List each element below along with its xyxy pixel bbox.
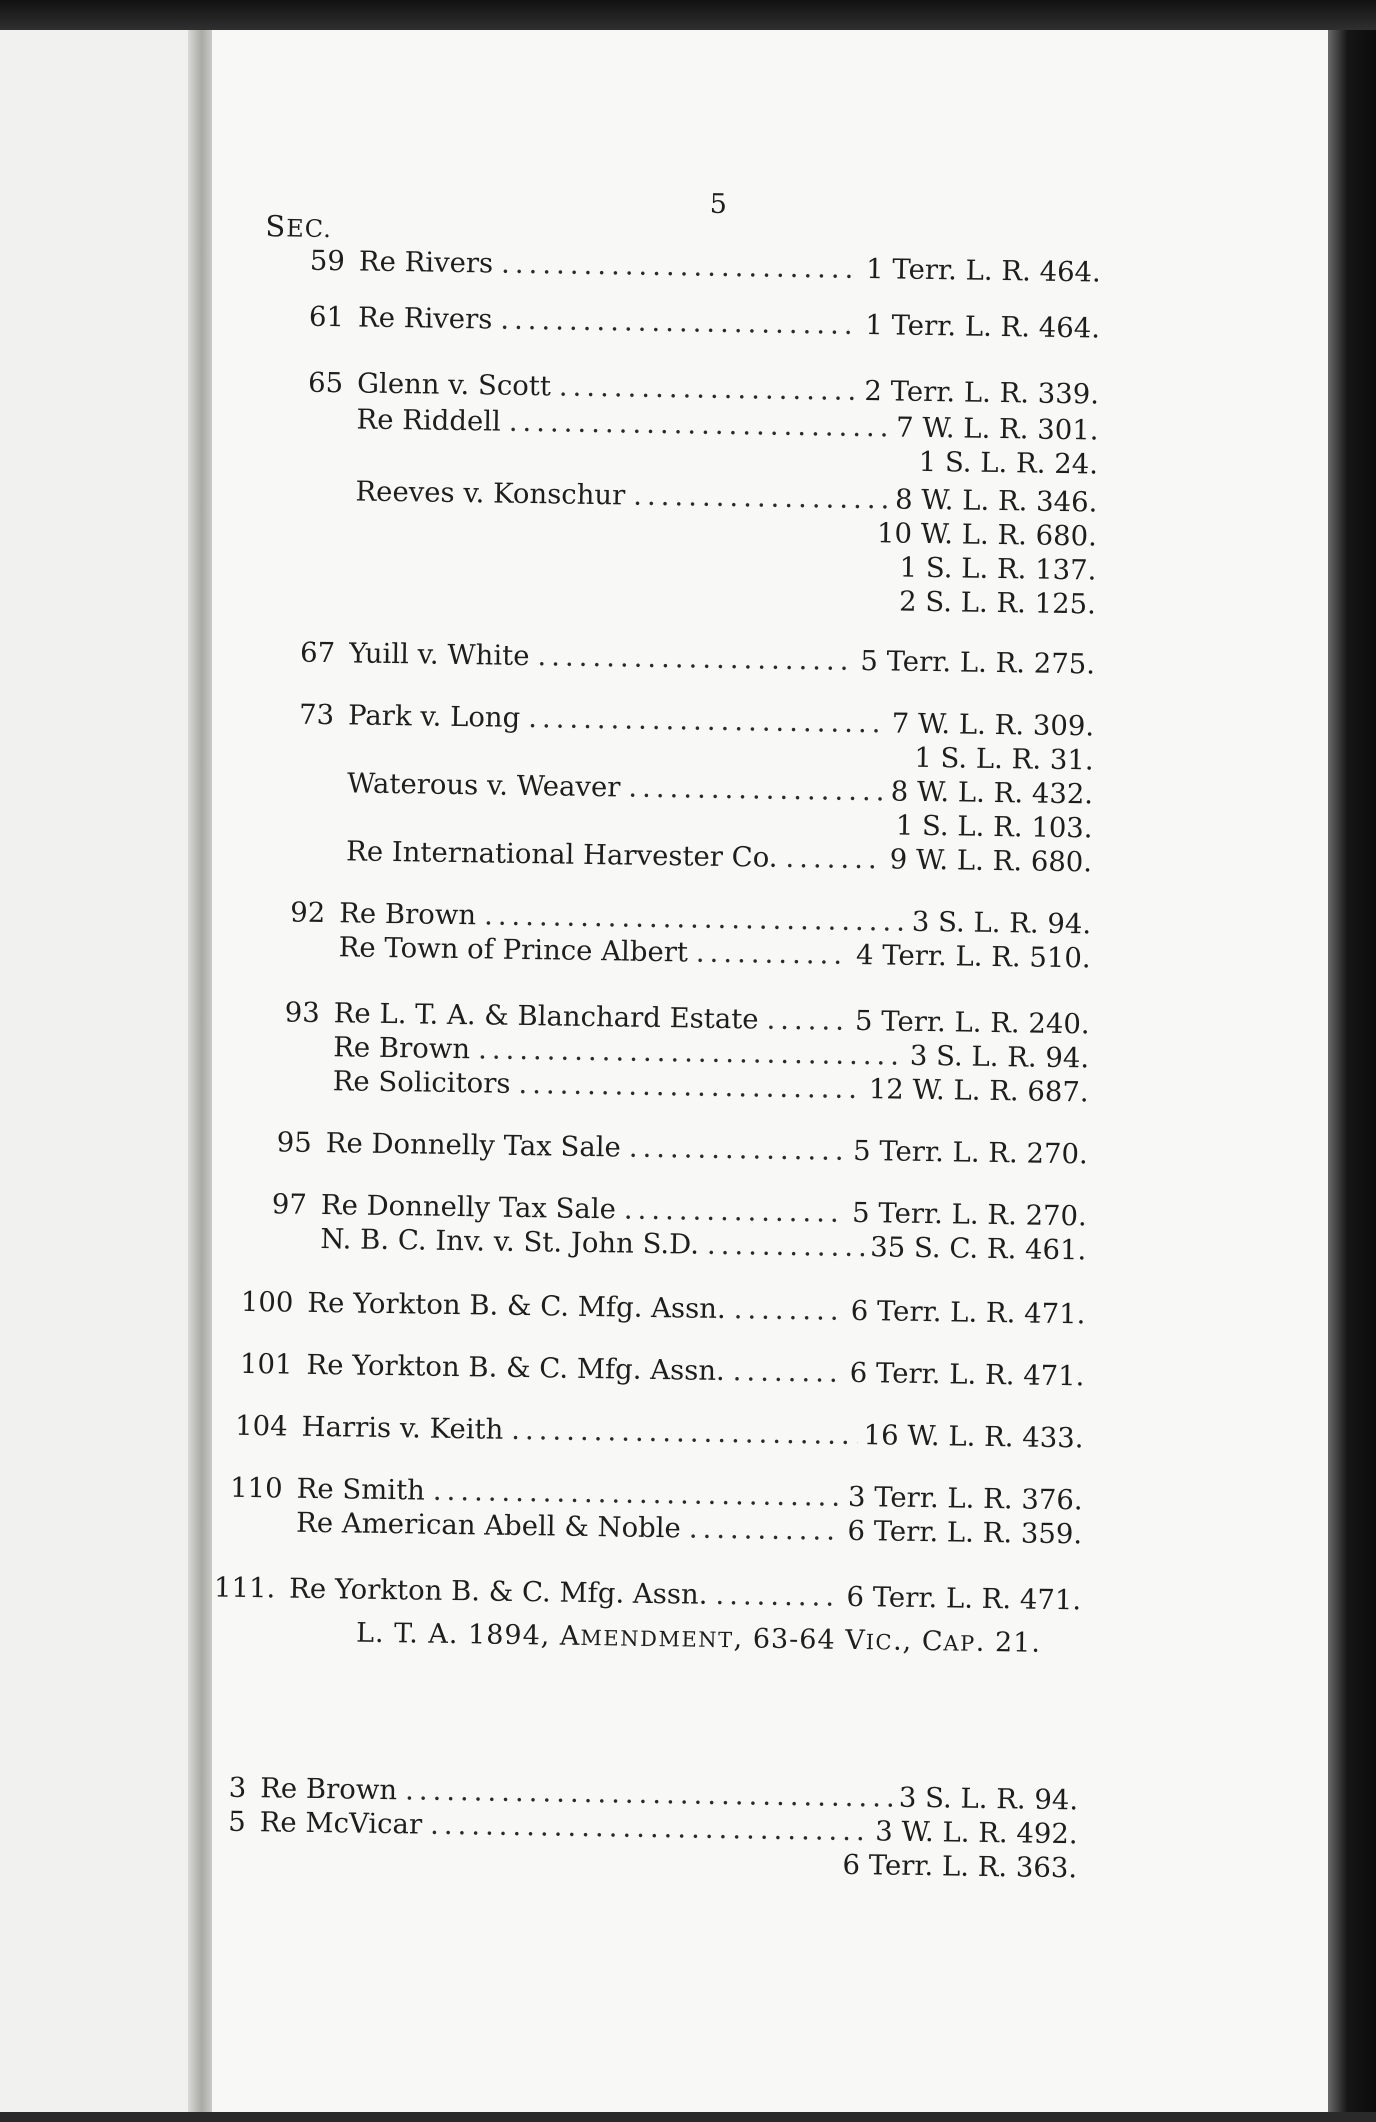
law-report-citation: 6 Terr. L. R. 471. <box>846 1579 1081 1618</box>
case-name: Re Yorkton B. & C. Mfg. Assn. <box>293 1285 726 1327</box>
law-report-citation: 3 S. L. R. 94. <box>910 1038 1090 1077</box>
dot-leader <box>537 638 854 679</box>
citation-row <box>281 242 1101 290</box>
section-number <box>270 757 334 758</box>
heading-part-1: L. T. A. 1894, A <box>356 1618 581 1652</box>
section-number: 110 <box>218 1470 283 1507</box>
dot-leader <box>511 1412 858 1453</box>
scan-top-edge <box>0 0 1376 30</box>
law-report-citation: 5 Terr. L. R. 240. <box>855 1003 1090 1042</box>
section-number <box>255 1055 319 1056</box>
case-name: Re Yorkton B. & C. Mfg. Assn. <box>292 1347 725 1389</box>
section-number <box>278 461 342 462</box>
law-report-citation: 1 Terr. L. R. 464. <box>866 251 1101 290</box>
case-name: Reeves v. Konschur <box>341 473 625 513</box>
case-name: Harris v. Keith <box>287 1409 503 1448</box>
section-column-header <box>265 209 332 244</box>
case-name: Re Solicitors <box>318 1063 510 1102</box>
heading-part-7: . 21. <box>976 1627 1042 1659</box>
heading-part-5: ., C <box>893 1626 944 1658</box>
section-number <box>269 825 333 826</box>
heading-part-6: AP <box>943 1631 976 1655</box>
section-header-initial: S <box>265 209 286 243</box>
case-name: Re Riddell <box>342 401 501 439</box>
citation-row <box>211 1569 1081 1618</box>
section-number: 65 <box>279 364 344 401</box>
law-report-citation: 3 S. L. R. 94. <box>899 1780 1079 1819</box>
law-report-citation: 5 Terr. L. R. 270. <box>853 1133 1088 1172</box>
citation-row <box>229 1284 1085 1333</box>
case-name: Re Brown <box>325 895 476 933</box>
section-number: 67 <box>271 634 336 671</box>
section-number: 100 <box>229 1284 294 1321</box>
section-number <box>242 1247 306 1248</box>
case-name: Re Donnelly Tax Sale <box>312 1125 622 1166</box>
section-number <box>276 567 340 568</box>
dot-leader <box>689 1511 842 1549</box>
law-report-citation: 1 S. L. R. 31. <box>914 740 1094 779</box>
dot-leader <box>559 368 859 408</box>
heading-part-2: MENDMENT <box>580 1626 734 1652</box>
section-number <box>277 499 341 500</box>
section-number: 111. <box>211 1569 276 1606</box>
section-number <box>278 427 342 428</box>
law-report-citation: 9 W. L. R. 680. <box>889 841 1092 880</box>
section-header-rest: EC. <box>286 214 332 243</box>
dot-leader <box>624 1192 847 1231</box>
section-number: 73 <box>270 696 335 733</box>
law-report-citation: 6 Terr. L. R. 471. <box>850 1293 1085 1332</box>
section-number: 3 <box>182 1769 247 1806</box>
citation-row <box>223 1408 1083 1457</box>
law-report-citation: 6 Terr. L. R. 363. <box>842 1847 1077 1886</box>
document-page <box>212 30 1328 2112</box>
case-name: Re Yorkton B. & C. Mfg. Assn. <box>275 1570 708 1612</box>
heading-part-3: , 63-64 V <box>733 1623 866 1656</box>
amendment-heading <box>298 1617 1098 1660</box>
section-number: 101 <box>228 1346 293 1383</box>
law-report-citation: 6 Terr. L. R. 471. <box>850 1355 1085 1394</box>
case-name: Re Brown <box>319 1029 470 1067</box>
law-report-citation: 1 Terr. L. R. 464. <box>865 307 1100 346</box>
law-report-citation: 10 W. L. R. 680. <box>877 515 1097 554</box>
law-report-citation: 1 S. L. R. 103. <box>896 808 1093 847</box>
citation-row <box>228 1346 1084 1395</box>
dot-leader <box>733 1353 845 1391</box>
law-report-citation: 5 Terr. L. R. 270. <box>852 1195 1087 1234</box>
dot-leader <box>715 1577 841 1615</box>
law-report-citation: 8 W. L. R. 346. <box>895 481 1098 520</box>
law-report-citation: 6 Terr. L. R. 359. <box>847 1513 1082 1552</box>
dot-leader <box>629 1130 848 1169</box>
dot-leader <box>500 302 860 343</box>
case-name: Re Rivers <box>345 243 494 281</box>
law-report-citation: 1 S. L. R. 24. <box>918 444 1098 483</box>
page-number: 5 <box>710 189 728 220</box>
law-report-citation: 16 W. L. R. 433. <box>863 1417 1083 1456</box>
case-name: Re International Harvester Co. <box>332 833 778 876</box>
case-name: Park v. Long <box>334 697 521 736</box>
section-number: 95 <box>248 1124 313 1161</box>
dot-leader <box>518 1066 863 1107</box>
section-number <box>218 1531 282 1532</box>
case-name: Yuill v. White <box>335 635 530 674</box>
section-number <box>181 1864 245 1865</box>
case-name: Re Brown <box>246 1770 397 1808</box>
case-name: Re McVicar <box>245 1804 422 1843</box>
citation-row <box>248 1124 1088 1172</box>
law-report-citation: 12 W. L. R. 687. <box>869 1071 1089 1110</box>
case-name: Re L. T. A. & Blanchard Estate <box>319 995 758 1038</box>
dot-leader <box>766 1002 849 1039</box>
law-report-citation: 1 S. L. R. 137. <box>899 550 1096 589</box>
section-number: 5 <box>181 1803 246 1840</box>
dot-leader <box>785 840 884 877</box>
law-report-citation: 3 S. L. R. 94. <box>912 904 1092 943</box>
law-report-citation: 3 Terr. L. R. 376. <box>848 1479 1083 1518</box>
section-number: 93 <box>255 994 320 1031</box>
heading-part-4: IC <box>866 1630 894 1654</box>
section-number <box>276 601 340 602</box>
dot-leader <box>707 1227 865 1265</box>
law-report-citation: 7 W. L. R. 301. <box>896 409 1099 448</box>
page-text <box>194 23 1341 2121</box>
citation-row <box>280 298 1100 346</box>
section-number: 97 <box>243 1186 308 1223</box>
section-number: 92 <box>261 894 326 931</box>
section-number: 104 <box>223 1408 288 1445</box>
section-number: 61 <box>280 298 345 335</box>
section-number <box>268 859 332 860</box>
law-report-citation: 7 W. L. R. 309. <box>891 705 1094 744</box>
law-report-citation: 4 Terr. L. R. 510. <box>856 937 1091 976</box>
facing-page-edge <box>0 30 198 2112</box>
case-name: Re Town of Prince Albert <box>324 929 688 970</box>
case-name: Re Smith <box>282 1470 425 1508</box>
dot-leader <box>733 1291 845 1329</box>
law-report-citation: 35 S. C. R. 461. <box>870 1229 1087 1268</box>
law-report-citation: 3 W. L. R. 492. <box>875 1813 1078 1852</box>
case-name: N. B. C. Inv. v. St. John S.D. <box>306 1221 699 1263</box>
case-name: Re Donnelly Tax Sale <box>307 1187 617 1228</box>
case-name: Waterous v. Weaver <box>333 765 621 805</box>
scan-right-edge <box>1328 30 1376 2112</box>
section-number <box>277 533 341 534</box>
law-report-citation: 8 W. L. R. 432. <box>890 773 1093 812</box>
dot-leader <box>501 246 861 287</box>
section-number <box>255 1089 319 1090</box>
case-name: Glenn v. Scott <box>343 365 551 404</box>
case-name: Re American Abell & Noble <box>282 1504 681 1546</box>
section-number: 59 <box>281 242 346 279</box>
section-number <box>269 791 333 792</box>
case-name: Re Rivers <box>344 299 493 337</box>
section-number <box>261 955 325 956</box>
citation-row <box>271 634 1095 682</box>
law-report-citation: 2 S. L. R. 125. <box>899 584 1096 623</box>
law-report-citation: 2 Terr. L. R. 339. <box>864 373 1099 412</box>
dot-leader <box>696 935 851 973</box>
law-report-citation: 5 Terr. L. R. 275. <box>860 643 1095 682</box>
